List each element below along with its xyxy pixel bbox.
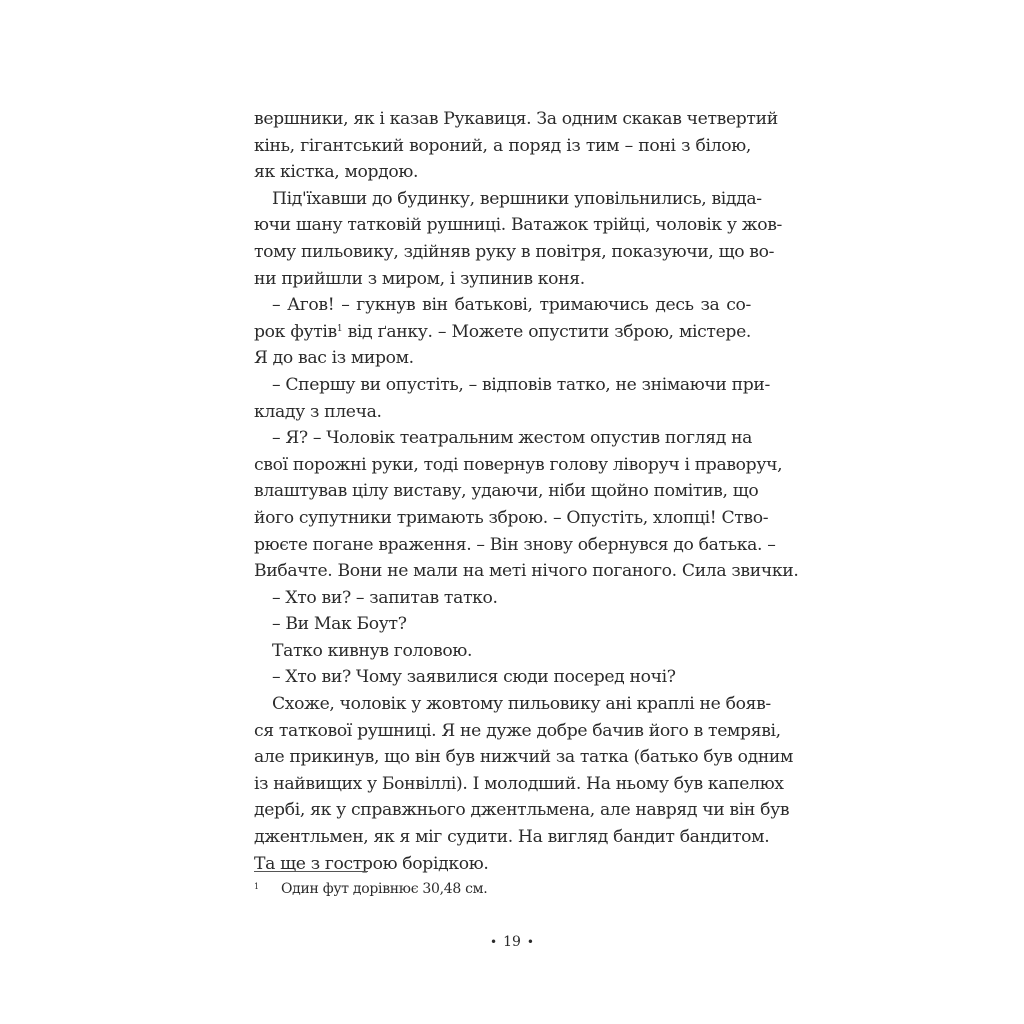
text-line: кінь, гігантський вороний, а поряд із тим – поні з білою, (254, 135, 751, 156)
text-line: із найвищих у Бонвіллі). І молодший. На ньому був капелюх (254, 773, 784, 794)
text-line-with-footnote-ref (254, 319, 751, 346)
bullet-icon: • (526, 935, 534, 949)
text-line: джентльмен, як я міг судити. На вигляд бандит бандитом. (254, 827, 770, 848)
footnote-text: Один фут дорівнює 30,48 см. (281, 881, 488, 897)
text-line: його супутники тримають зброю. – Опустіть, хлопці! Ство- (254, 507, 769, 528)
text-line: – Я? – Чоловік театральним жестом опустив погляд на (272, 428, 753, 449)
text-line: рюєте погане враження. – Він знову обернувся до батька. – (254, 534, 776, 555)
text-segment: від ґанку. – Можете опустити зброю, містере. (342, 321, 751, 342)
text-line: Під'їхавши до будинку, вершники уповільнились, відда- (272, 188, 762, 209)
text-line: влаштував цілу виставу, удаючи, ніби щойно помітив, що (254, 481, 759, 502)
text-line: Татко кивнув головою. (272, 640, 473, 661)
text-line: – Спершу ви опустіть, – відповів татко, не знімаючи при- (272, 374, 770, 395)
text-segment: рок футів (254, 321, 337, 342)
text-line: – Ви Мак Боут? (272, 614, 407, 635)
text-line: Вибачте. Вони не мали на меті нічого поганого. Сила звички. (254, 561, 799, 582)
text-line: ючи шану татковій рушниці. Ватажок трійці, чоловік у жов- (254, 215, 782, 236)
text-line: але прикинув, що він був нижчий за татка (батько був одним (254, 747, 794, 768)
text-line: як кістка, мордою. (254, 162, 419, 183)
page-number (0, 934, 1024, 950)
body-text (254, 106, 799, 877)
text-line: тому пильовику, здійняв руку в повітря, показуючи, що во- (254, 241, 775, 262)
footnote-mark: 1 (254, 882, 259, 891)
text-line: вершники, як і казав Рукавиця. За одним скакав четвертий (254, 109, 778, 129)
footnote-divider (254, 871, 368, 872)
text-line: – Хто ви? – запитав татко. (272, 587, 498, 608)
text-line: Я до вас із миром. (254, 348, 414, 369)
text-line: Схоже, чоловік у жовтому пильовику ані краплі не бояв- (272, 694, 771, 715)
text-line: свої порожні руки, тоді повернув голову ліворуч і праворуч, (254, 454, 783, 475)
text-line: – Хто ви? Чому заявилися сюди посеред ночі? (272, 667, 676, 688)
text-line: Та ще з гострою борідкою. (254, 853, 489, 874)
page-number-value: 19 (503, 934, 521, 950)
bullet-icon: • (490, 935, 498, 949)
text-line: ся таткової рушниці. Я не дуже добре бачив його в темряві, (254, 720, 781, 741)
text-line: – Агов! – гукнув він батькові, тримаючись десь за со- (272, 295, 751, 316)
text-line: кладу з плеча. (254, 401, 382, 422)
footnote-reference[interactable]: 1 (336, 323, 343, 334)
text-line: ни прийшли з миром, і зупинив коня. (254, 268, 585, 289)
text-line: дербі, як у справжнього джентльмена, але навряд чи він був (254, 800, 790, 821)
